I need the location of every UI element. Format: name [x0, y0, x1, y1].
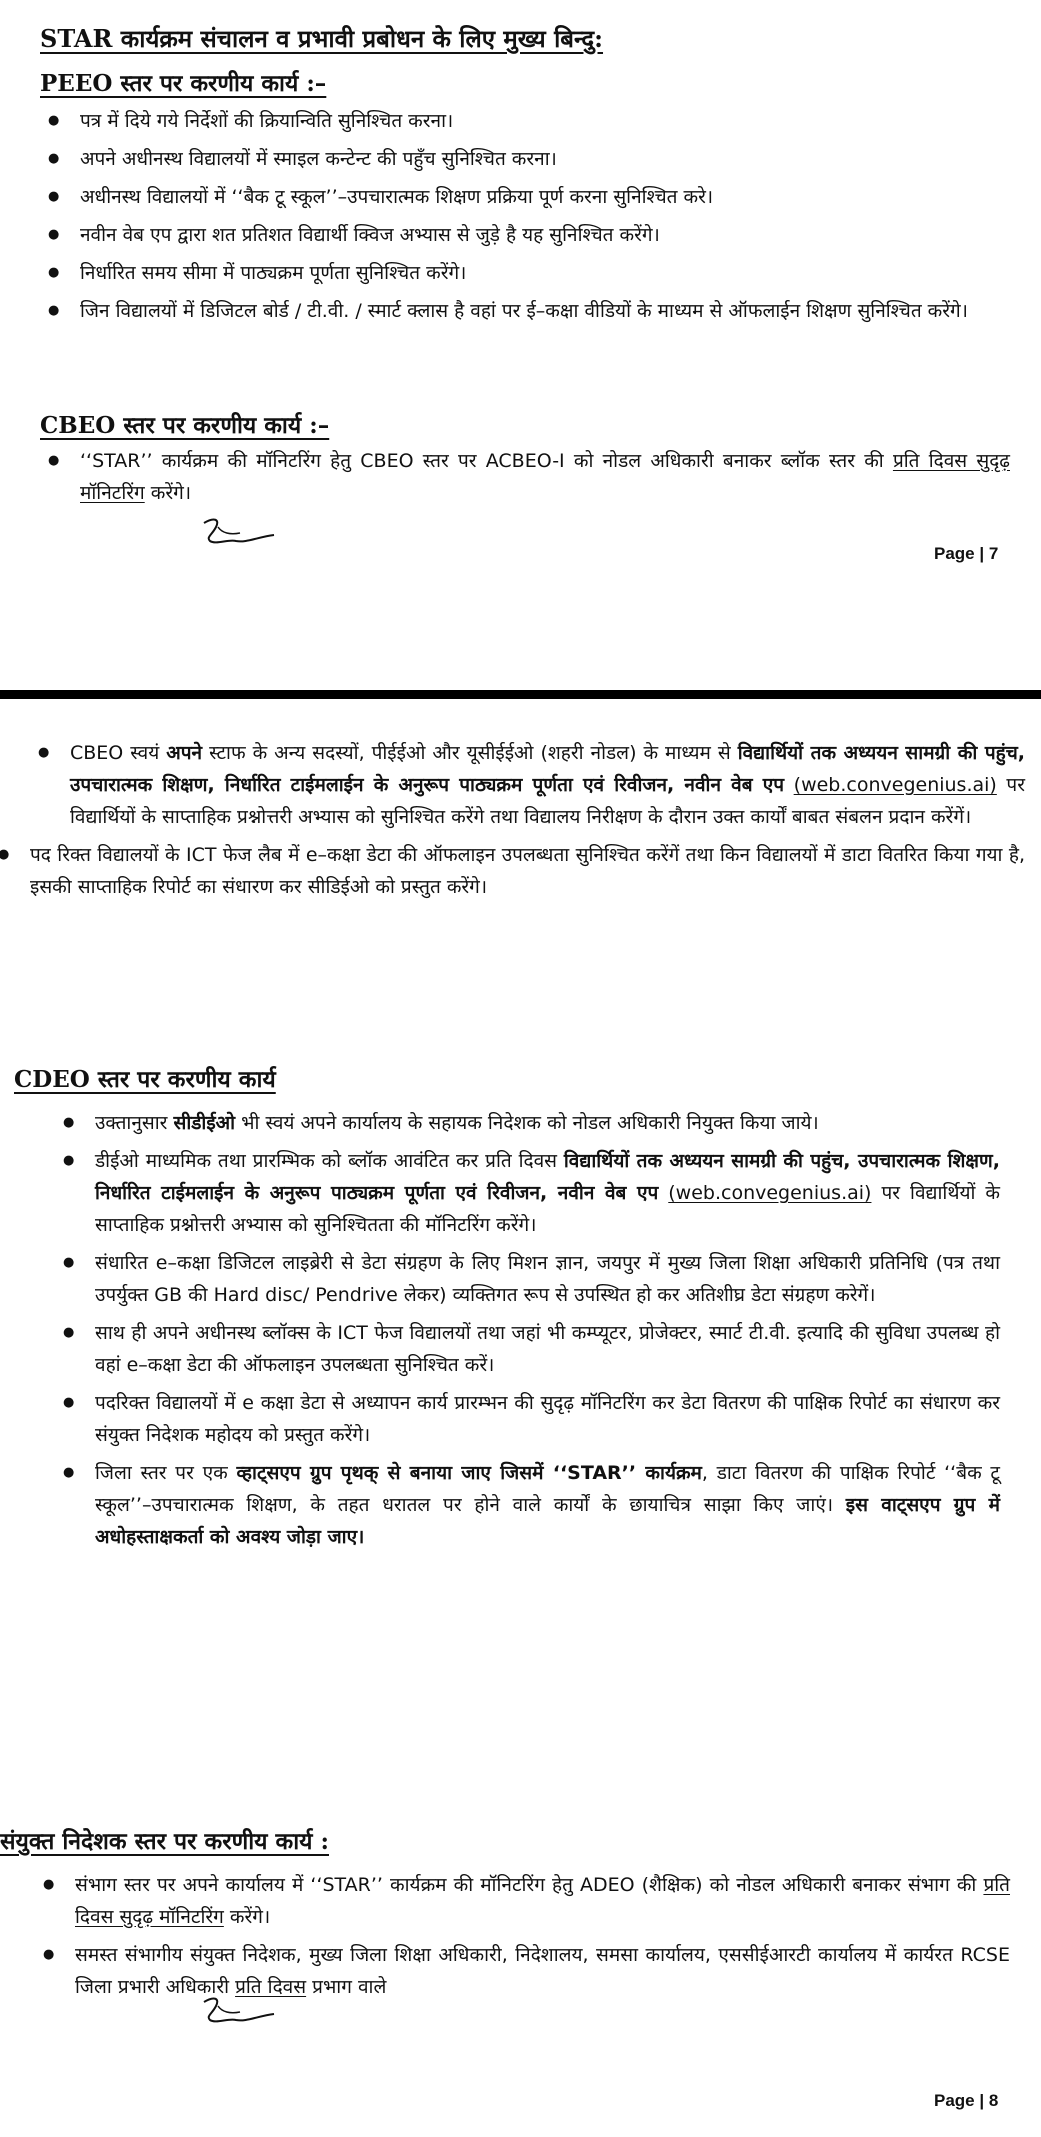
list-item — [75, 1869, 1010, 1933]
jd-list — [75, 1869, 1010, 2009]
cbeo-text: ‘‘STAR’’ कार्यक्रम की मॉनिटरिंग हेतु CBEO स्तर पर ACBEO-I को नोडल अधिकारी बनाकर ब्लॉक स्तर की — [80, 450, 893, 472]
list-item: ● जिन विद्यालयों में डिजिटल बोर्ड / टी.वी. / स्मार्ट क्लास है वहां पर ई–कक्षा वीडियों के माध्यम से ऑफलाईन शिक्षण सुनिश्चित करेंगे। — [80, 295, 1010, 327]
text-segment: समस्त संभागीय संयुक्त निदेशक, मुख्य जिला शिक्षा अधिकारी, निदेशालय, समसा कार्यालय, एससीईआरटी कार्यालय में कार्यरत RCSE जिला प्रभारी अधिकारी — [75, 1944, 1010, 1998]
cbeo-heading: CBEO स्तर पर करणीय कार्य :– — [40, 412, 330, 439]
bold-segment: अपने — [166, 742, 203, 764]
list-item — [80, 445, 1010, 509]
underlined-segment: प्रति दिवस सुदृढ़ मॉनिटरिंग — [75, 1874, 1010, 1928]
signature — [200, 1994, 280, 2034]
text-segment: CBEO स्वयं — [70, 742, 167, 764]
daily-monitoring-text: प्रति दिवस सुदृढ़ मॉनिटरिंग — [80, 450, 1010, 504]
bold-segment: सीडीईओ — [173, 1112, 236, 1134]
document-title: STAR कार्यक्रम संचालन व प्रभावी प्रबोधन के लिए मुख्य बिन्दु: — [40, 24, 604, 53]
jd-heading: संयुक्त निदेशक स्तर पर करणीय कार्य : — [0, 1828, 329, 1855]
list-item — [95, 1145, 1000, 1241]
text-segment: उक्तानुसार — [95, 1112, 174, 1134]
list-item: ● साथ ही अपने अधीनस्थ ब्लॉक्स के ICT फेज विद्यालयों तथा जहां भी कम्प्यूटर, प्रोजेक्टर, स्मार्ट टी.वी. इत्यादि की सुविधा उपलब्ध हो वहां e–कक्षा डेटा की ऑफलाइन उपलब्धता सुनिश्चित करें। — [95, 1317, 1000, 1381]
list-item: ● पत्र में दिये गये निर्देशों की क्रियान्विति सुनिश्चित करना। — [80, 105, 1010, 137]
peeo-list — [80, 105, 1010, 333]
text-segment: पर विद्यार्थियों के साप्ताहिक प्रश्नोत्तरी अभ्यास को सुनिश्चित करेंगे तथा विद्यालय निरीक्षण के दौरान उक्त कार्यों बाबत संबलन प्रदान करेंगें। — [70, 774, 1025, 828]
text-segment: संभाग स्तर पर अपने कार्यालय में ‘‘STAR’’ कार्यक्रम की मॉनिटरिंग हेतु ADEO (शैक्षिक) को नोडल अधिकारी बनाकर संभाग की — [75, 1874, 984, 1896]
bold-segment: इस वाट्सएप ग्रुप में अधोहस्ताक्षकर्ता को अवश्य जोड़ा जाए। — [95, 1494, 1001, 1548]
cbeo-text-end: करेंगे। — [144, 482, 192, 504]
list-item: ● अधीनस्थ विद्यालयों में ‘‘बैक टू स्कूल’’–उपचारात्मक शिक्षण प्रक्रिया पूर्ण करना सुनिश्चित करे। — [80, 181, 1010, 213]
text-segment: जिला स्तर पर एक — [95, 1462, 237, 1484]
page-number: Page | 8 — [934, 2091, 999, 2110]
list-item — [95, 1107, 1000, 1139]
page-separator — [0, 690, 1041, 699]
bold-segment: व्हाट्सएप ग्रुप पृथक् से बनाया जाए जिसमें ‘‘STAR’’ कार्यक्रम — [236, 1462, 702, 1484]
list-item: ● पदरिक्त विद्यालयों में e कक्षा डेटा से अध्यापन कार्य प्रारम्भन की सुदृढ़ मॉनिटरिंग कर डेटा वितरण की पाक्षिक रिपोर्ट का संधारण कर संयुक्त निदेशक महोदय को प्रस्तुत करेंगे। — [95, 1387, 1000, 1451]
cdeo-list — [95, 1107, 1000, 1559]
text-segment: करेंगे। — [223, 1906, 271, 1928]
underlined-segment: प्रति दिवस — [235, 1976, 307, 1998]
text-segment: प्रभाग वाले — [306, 1976, 387, 1998]
list-item: ● पद रिक्त विद्यालयों के ICT फेज लैब में e–कक्षा डेटा की ऑफलाइन उपलब्धता सुनिश्चित करेंगें तथा किन विद्यालयों में डाटा वितरित किया गया है, इसकी साप्ताहिक रिपोर्ट का संधारण कर सीडिईओ को प्रस्तुत करेंगे। — [30, 839, 1025, 903]
page-number: Page | 7 — [934, 544, 999, 563]
text-segment: भी स्वयं अपने कार्यालय के सहायक निदेशक को नोडल अधिकारी नियुक्त किया जाये। — [235, 1112, 819, 1134]
text-segment: स्टाफ के अन्य सदस्यों, पीईईओ और यूसीईईओ (शहरी नोडल) के माध्यम से — [202, 742, 738, 764]
cbeo-list — [80, 445, 1010, 515]
text-segment: पर विद्यार्थियों के साप्ताहिक प्रश्नोत्तरी अभ्यास को सुनिश्चितता की मॉनिटरिंग करेंगे। — [95, 1182, 1000, 1236]
text-segment: डीईओ माध्यमिक तथा प्रारम्भिक को ब्लॉक आवंटित कर प्रति दिवस — [95, 1150, 564, 1172]
signature — [200, 515, 280, 555]
list-item: ● निर्धारित समय सीमा में पाठ्यक्रम पूर्णता सुनिश्चित करेंगे। — [80, 257, 1010, 289]
peeo-heading: PEEO स्तर पर करणीय कार्य :– — [40, 70, 327, 97]
list-item — [95, 1457, 1000, 1553]
cbeo-continued-list — [30, 737, 1025, 909]
list-item: ● अपने अधीनस्थ विद्यालयों में स्माइल कन्टेन्ट की पहुँच सुनिश्चित करना। — [80, 143, 1010, 175]
web-link[interactable]: (web.convegenius.ai) — [793, 774, 997, 796]
web-link[interactable]: (web.convegenius.ai) — [668, 1182, 872, 1204]
page-8 — [0, 699, 1041, 2137]
list-item: ● नवीन वेब एप द्वारा शत प्रतिशत विद्यार्थी क्विज अभ्यास से जुड़े है यह सुनिश्चित करेंगे। — [80, 219, 1010, 251]
bold-segment: विद्यार्थियों तक अध्ययन सामग्री की पहुंच, उपचारात्मक शिक्षण, निर्धारित टाईमलाईन के अनुरूप पाठ्यक्रम पूर्णता एवं रिवीजन, नवीन वेब एप — [70, 742, 1025, 796]
text-segment: , डाटा वितरण की पाक्षिक रिपोर्ट ‘‘बैक टू स्कूल’’–उपचारात्मक शिक्षण, के तहत धरातल पर होने वाले कार्यों के छायाचित्र साझा किए जाएं। — [95, 1462, 1000, 1516]
page-7 — [0, 0, 1041, 690]
cdeo-heading: CDEO स्तर पर करणीय कार्य — [14, 1066, 276, 1093]
bold-segment: विद्यार्थियों तक अध्ययन सामग्री की पहुंच, उपचारात्मक शिक्षण, निर्धारित टाईमलाईन के अनुरूप पाठ्यक्रम पूर्णता एवं रिवीजन, नवीन वेब एप — [95, 1150, 1000, 1204]
list-item: ● संधारित e–कक्षा डिजिटल लाइब्रेरी से डेटा संग्रहण के लिए मिशन ज्ञान, जयपुर में मुख्य जिला शिक्षा अधिकारी प्रतिनिधि (पत्र तथा उपर्युक्त GB की Hard disc/ Pendrive लेकर) व्यक्तिगत रूप से उपस्थित हो कर अतिशीघ्र डेटा संग्रहण करेगें। — [95, 1247, 1000, 1311]
list-item — [70, 737, 1025, 833]
